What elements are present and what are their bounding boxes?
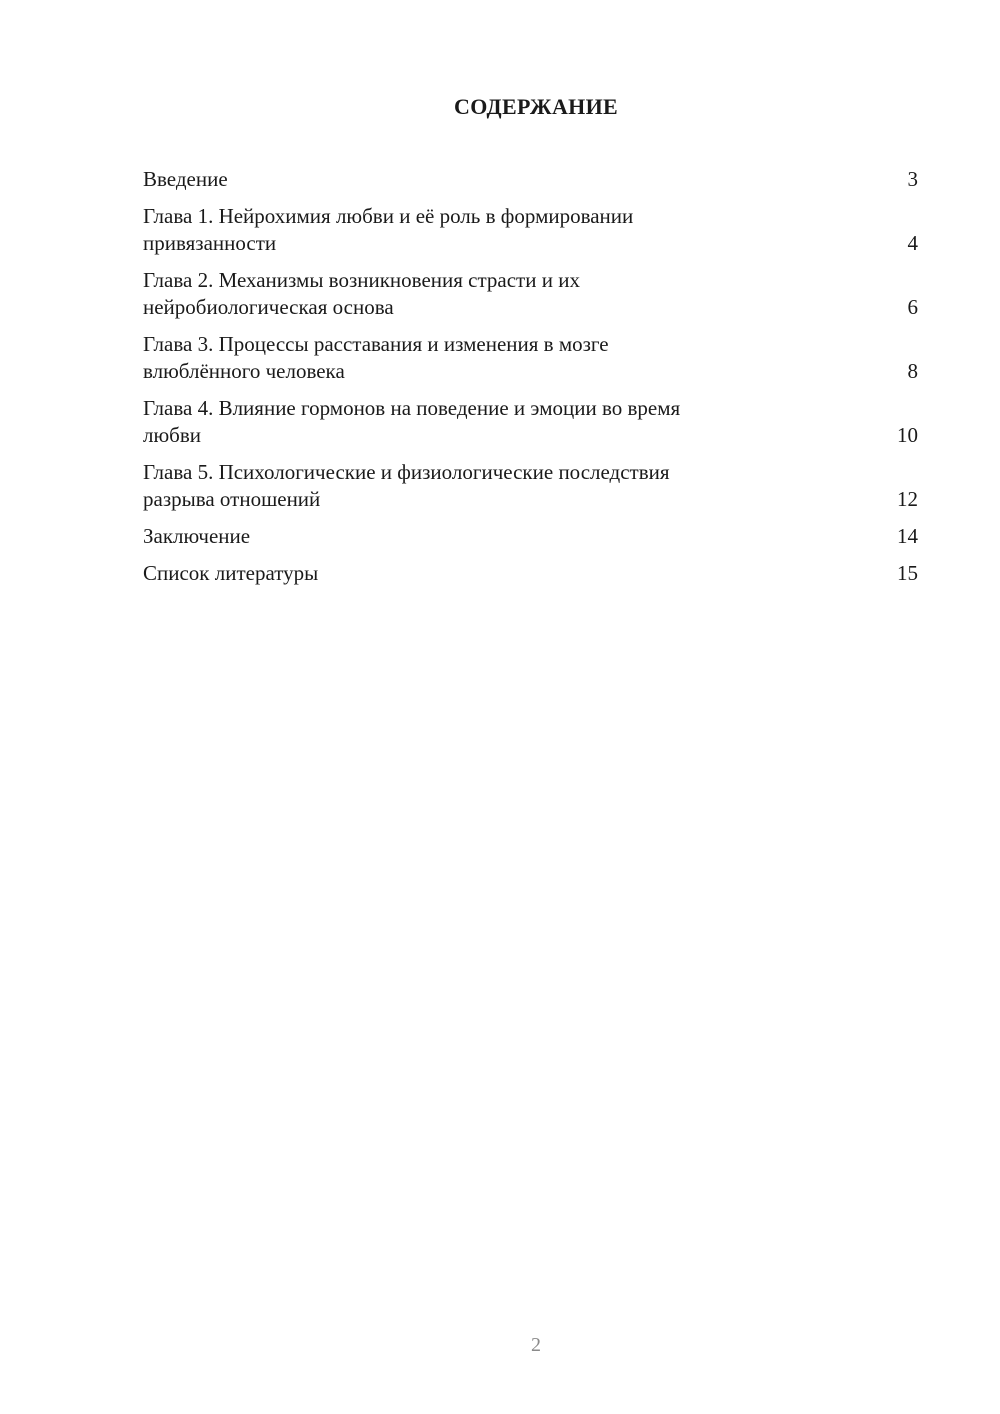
toc-entry-text	[143, 166, 888, 193]
toc-entry-line: Глава 3. Процессы расставания и изменения в мозге	[143, 332, 609, 356]
toc-entry-line: Список литературы	[143, 561, 319, 585]
toc-entry-text	[143, 523, 888, 550]
toc-entry[interactable]	[143, 395, 918, 449]
toc-entry-page-number: 3	[907, 167, 918, 191]
toc-entry-text	[143, 267, 888, 321]
toc-entry[interactable]	[143, 331, 918, 385]
toc-list	[143, 166, 918, 597]
toc-entry-page-number: 12	[897, 487, 918, 511]
toc-entry-page-number: 10	[897, 423, 918, 447]
toc-entry-page-number: 6	[907, 295, 918, 319]
toc-entry-line: влюблённого человека	[143, 359, 345, 383]
toc-entry[interactable]	[143, 523, 918, 550]
toc-entry-text	[143, 203, 888, 257]
toc-entry-page-number: 15	[897, 561, 918, 585]
toc-entry-line: привязанности	[143, 231, 277, 255]
page-number: 2	[531, 1334, 541, 1356]
toc-entry[interactable]	[143, 166, 918, 193]
toc-title: СОДЕРЖАНИЕ	[454, 94, 618, 119]
toc-entry-text	[143, 395, 888, 449]
toc-entry-line: Заключение	[143, 524, 251, 548]
toc-entry[interactable]	[143, 560, 918, 587]
toc-entry-line: Глава 4. Влияние гормонов на поведение и эмоции во время	[143, 396, 681, 420]
toc-entry-line: Глава 2. Механизмы возникновения страсти и их	[143, 268, 580, 292]
toc-entry-text	[143, 560, 888, 587]
toc-entry-line: любви	[143, 423, 202, 447]
toc-entry-page-number: 14	[897, 524, 918, 548]
toc-entry-text	[143, 331, 888, 385]
toc-entry-line: Глава 5. Психологические и физиологические последствия	[143, 460, 670, 484]
toc-entry-line: Введение	[143, 167, 228, 191]
toc-entry[interactable]	[143, 267, 918, 321]
toc-entry-line: нейробиологическая основа	[143, 295, 394, 319]
toc-entry-page-number: 8	[907, 359, 918, 383]
toc-entry-text	[143, 459, 888, 513]
toc-entry-line: Глава 1. Нейрохимия любви и её роль в формировании	[143, 204, 634, 228]
toc-entry[interactable]	[143, 459, 918, 513]
toc-entry-page-number: 4	[907, 231, 918, 255]
toc-entry-line: разрыва отношений	[143, 487, 321, 511]
toc-entry[interactable]	[143, 203, 918, 257]
